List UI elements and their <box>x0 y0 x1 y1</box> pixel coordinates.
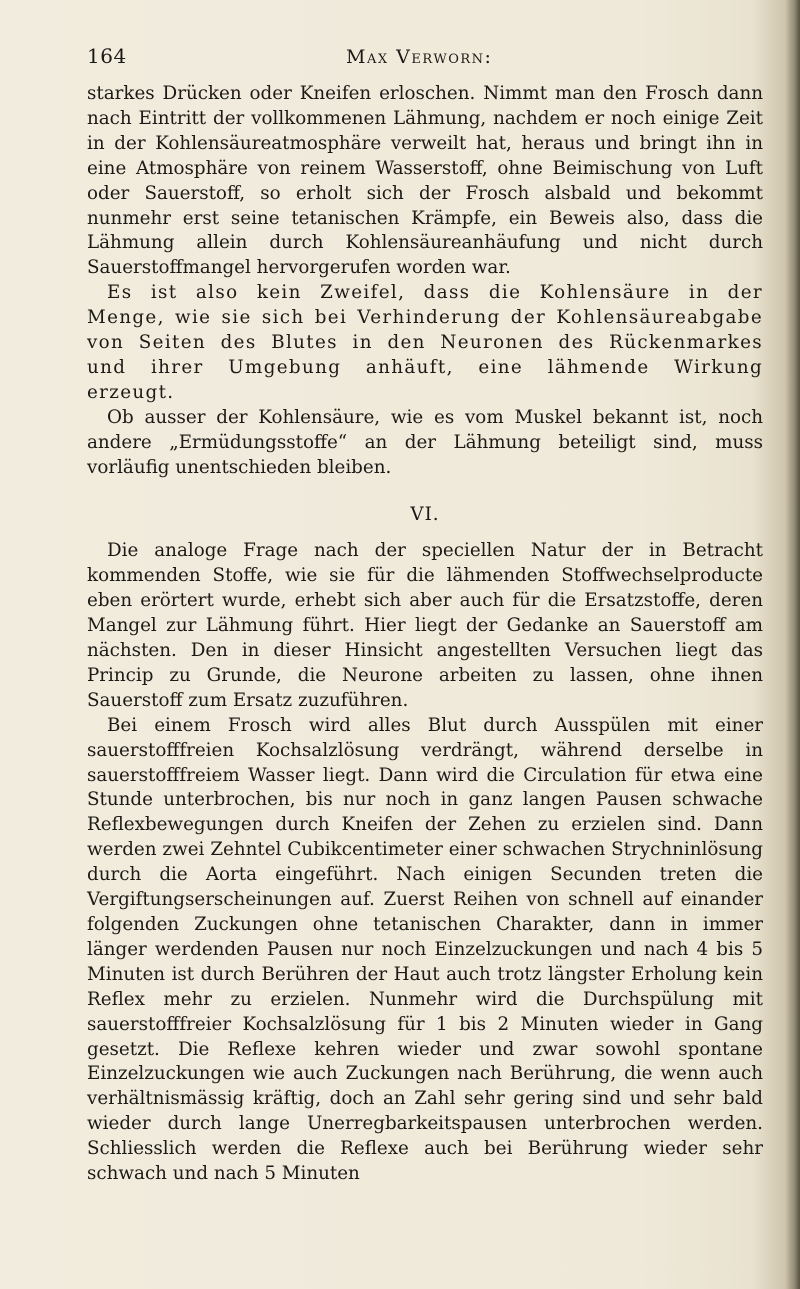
section-title: VI. <box>410 503 440 525</box>
paragraph-5: Bei einem Frosch wird alles Blut durch Ausspülen mit einer sauerstofffreien Kochsalzlösung verdrängt, während derselbe in sauerstofffreiem Wasser liegt. Dann wird die Circulation für etwa eine Stunde unterbrochen, bis nur noch in ganz langen Pausen schwache Reflexbewegungen durch Kneifen der Zehen zu erzielen sind. Dann werden zwei Zehntel Cubikcentimeter einer schwachen Strychninlösung durch die Aorta eingeführt. Nach einigen Secunden treten die Vergiftungserscheinungen auf. Zuerst Reihen von schnell auf einander folgenden Zuckungen ohne tetanischen Charakter, dann in immer länger werdenden Pausen nur noch Einzelzuckungen und nach 4 bis 5 Minuten ist durch Berühren der Haut auch trotz längster Erholung kein Reflex mehr zu erzielen. Nunmehr wird die Durchspülung mit sauerstofffreier Kochsalzlösung für 1 bis 2 Minuten wieder in Gang gesetzt. Die Reflexe kehren wieder und zwar sowohl spontane Einzelzuckungen wie auch Zuckungen nach Berührung, die wenn auch verhältnismässig kräftig, doch an Zahl sehr gering sind und sehr bald wieder durch lange Unerregbarkeitspausen unterbrochen werden. Schliesslich werden die Reflexe auch bei Berührung wieder sehr schwach und nach 5 Minuten <box>87 714 763 1185</box>
page-number: 164 <box>87 44 127 68</box>
page-header <box>0 44 800 84</box>
paragraph-3: Ob ausser der Kohlensäure, wie es vom Muskel bekannt ist, noch andere „Ermüdungsstoffe“ an der Lähmung beteiligt sind, muss vorläufig unentschieden bleiben. <box>87 406 763 478</box>
paragraph-2-emphasis: Es ist also kein Zweifel, dass die Kohlensäure in der Menge, wie sie sich bei Verhinderung der Kohlensäureabgabe von Seiten des Blutes in den Neuronen des Rückenmarkes und ihrer Umgebung anhäuft, eine lähmende Wirkung erzeugt. <box>87 282 763 403</box>
paragraph-1: starkes Drücken oder Kneifen erloschen. Nimmt man den Frosch dann nach Eintritt der vollkommenen Lähmung, nachdem er noch einige Zeit in der Kohlensäureatmosphäre verweilt hat, heraus und bringt ihn in eine Atmosphäre von reinem Wasserstoff, ohne Beimischung von Luft oder Sauerstoff, so erholt sich der Frosch alsbald und bekommt nunmehr erst seine tetanischen Krämpfe, ein Beweis also, dass die Lähmung allein durch Kohlensäureanhäufung und nicht durch Sauerstoffmangel hervorgerufen worden war. <box>87 83 763 279</box>
body-text <box>87 82 763 1187</box>
paragraph-4: Die analoge Frage nach der speciellen Natur der in Betracht kommenden Stoffe, wie sie für die lähmenden Stoffwechselproducte eben erörtert wurde, erhebt sich aber auch für die Ersatzstoffe, deren Mangel zur Lähmung führt. Hier liegt der Gedanke an Sauerstoff am nächsten. Den in dieser Hinsicht angestellten Versuchen liegt das Princip zu Grunde, die Neurone arbeiten zu lassen, ohne ihnen Sauerstoff zum Ersatz zuzuführen. <box>87 540 763 711</box>
page-edge-shadow <box>786 0 800 1289</box>
running-head: Max Verworn: <box>346 46 493 68</box>
